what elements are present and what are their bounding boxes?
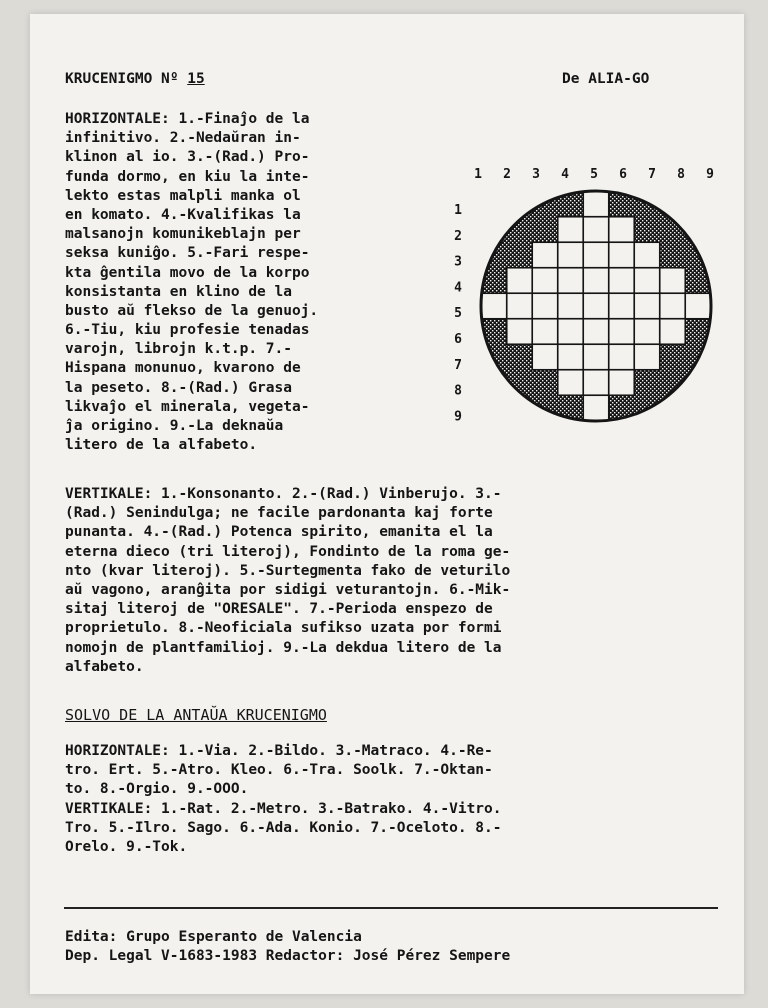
grid-cell	[583, 395, 609, 421]
grid-cell	[660, 319, 686, 345]
clue-line: 6.-Tiu, kiu profesie tenadas	[65, 322, 310, 339]
grid-cell	[532, 344, 558, 370]
row-number: 5	[454, 306, 462, 322]
clue-line: lekto estas malpli manka ol	[65, 187, 301, 204]
column-number: 3	[532, 167, 540, 182]
document-page	[30, 14, 744, 994]
clue-line: infinitivo. 2.-Nedaŭran in-	[65, 130, 301, 147]
clue-line: litero de la alfabeto.	[65, 437, 258, 454]
clue-line: VERTIKALE: 1.-Konsonanto. 2.-(Rad.) Vinberujo. 3.-	[65, 486, 502, 502]
clue-line: kta ĝentila movo de la korpo	[65, 264, 310, 281]
grid-cell	[634, 268, 660, 294]
column-number: 8	[677, 167, 685, 182]
grid-cell	[481, 293, 507, 319]
column-number: 2	[503, 167, 511, 182]
solution-line: to. 8.-Orgio. 9.-OOO.	[65, 781, 249, 798]
grid-cell	[507, 293, 533, 319]
grid-cell	[558, 344, 584, 370]
row-number: 9	[454, 409, 462, 424]
publisher-line: Edita: Grupo Esperanto de Valencia	[65, 929, 362, 945]
column-number: 7	[648, 167, 656, 182]
solution-line: HORIZONTALE: 1.-Via. 2.-Bildo. 3.-Matraco. 4.-Re-	[65, 743, 493, 759]
grid-cell	[583, 370, 609, 396]
grid-cell	[634, 319, 660, 345]
divider-rule	[64, 907, 718, 909]
legal-line: Dep. Legal V-1683-1983 Redactor: José Pérez Sempere	[65, 948, 511, 965]
clue-line: Hispana monunuo, kvarono de	[65, 360, 301, 377]
clue-line: malsanojn komunikeblajn per	[65, 226, 301, 243]
column-number: 5	[590, 167, 598, 182]
grid-cell	[558, 319, 584, 345]
grid-cell	[558, 293, 584, 319]
clue-line: aŭ vagono, aranĝita por sidigi veturantojn. 6.-Mik-	[65, 581, 511, 598]
solution-line: Tro. 5.-Ilro. Sago. 6.-Ada. Konio. 7.-Oceloto. 8.-	[65, 819, 502, 836]
grid-cell	[583, 217, 609, 243]
clue-line: la peseto. 8.-(Rad.) Grasa	[65, 379, 292, 396]
grid-cell	[634, 293, 660, 319]
clue-line: nomojn de plantfamilioj. 9.-La dekdua litero de la	[65, 639, 502, 656]
grid-cell	[558, 370, 584, 396]
grid-cell	[558, 242, 584, 268]
clue-line: busto aŭ flekso de la genuoj.	[65, 302, 319, 319]
clue-line: punanta. 4.-(Rad.) Potenca spirito, emanita el la	[65, 524, 493, 541]
solution-line: tro. Ert. 5.-Atro. Kleo. 6.-Tra. Soolk. 7.-Oktan-	[65, 762, 493, 779]
grid-cell	[583, 319, 609, 345]
grid-cell	[583, 293, 609, 319]
vertikale-clues	[65, 485, 510, 677]
grid-cell	[532, 319, 558, 345]
row-number: 2	[454, 228, 462, 244]
row-number: 1	[454, 203, 462, 218]
row-number: 6	[454, 332, 462, 347]
clue-line: eterna dieco (tri literoj), Fondinto de la roma ge-	[65, 543, 511, 560]
row-number: 4	[454, 280, 462, 296]
row-number: 7	[454, 357, 462, 373]
clue-line: nto (kvar literoj). 5.-Surtegmenta fako de veturilo	[65, 562, 511, 579]
crossword-grid	[422, 164, 722, 424]
column-number: 1	[474, 167, 482, 182]
grid-cell	[507, 319, 533, 345]
crossword-grid-svg	[422, 164, 722, 424]
solution-line: Orelo. 9.-Tok.	[65, 838, 188, 855]
solution-text	[65, 742, 502, 857]
grid-cell	[583, 268, 609, 294]
column-number: 4	[561, 167, 569, 182]
solution-heading: SOLVO DE LA ANTAŬA KRUCENIGMO	[65, 706, 327, 724]
grid-cell	[609, 293, 635, 319]
colophon	[65, 928, 510, 966]
grid-cell	[660, 293, 686, 319]
grid-cell	[532, 268, 558, 294]
puzzle-number: 15	[187, 71, 205, 87]
puzzle-title	[65, 70, 205, 89]
clue-line: HORIZONTALE: 1.-Finaĵo de la	[65, 111, 310, 127]
grid-cell	[609, 370, 635, 396]
grid-cell	[532, 242, 558, 268]
column-number: 9	[706, 167, 714, 182]
clue-line: likvaĵo el minerala, vegeta-	[65, 398, 310, 415]
grid-cell	[583, 191, 609, 217]
grid-cell	[609, 242, 635, 268]
clue-line: en komato. 4.-Kvalifikas la	[65, 206, 301, 223]
clue-line: ĵa origino. 9.-La deknaŭa	[65, 418, 284, 434]
grid-cell	[609, 217, 635, 243]
row-number: 8	[454, 383, 462, 399]
grid-cell	[685, 293, 711, 319]
clue-line: klinon al io. 3.-(Rad.) Pro-	[65, 149, 310, 166]
grid-cell	[583, 344, 609, 370]
column-number: 6	[619, 167, 627, 182]
horizontale-clues	[65, 110, 318, 455]
grid-cell	[507, 268, 533, 294]
clue-line: funda dormo, en kiu la inte-	[65, 168, 310, 185]
grid-cell	[558, 217, 584, 243]
author-line: De ALIA-GO	[562, 71, 650, 87]
clue-line: proprietulo. 8.-Neoficiala sufikso uzata por formi	[65, 620, 502, 637]
grid-cell	[532, 293, 558, 319]
clue-line: sitaj literoj de "ORESALE". 7.-Perioda enspezo de	[65, 601, 493, 618]
grid-cell	[609, 319, 635, 345]
grid-cell	[634, 344, 660, 370]
clue-line: varojn, librojn k.t.p. 7.-	[65, 341, 292, 358]
clue-line: alfabeto.	[65, 658, 144, 675]
solution-line: VERTIKALE: 1.-Rat. 2.-Metro. 3.-Batrako. 4.-Vitro.	[65, 800, 502, 817]
grid-cell	[583, 242, 609, 268]
grid-cell	[558, 268, 584, 294]
grid-cell	[634, 242, 660, 268]
row-number: 3	[454, 254, 462, 270]
clue-line: konsistanta en klino de la	[65, 283, 292, 300]
clue-line: (Rad.) Senindulga; ne facile pardonanta kaj forte	[65, 505, 493, 522]
grid-cell	[609, 268, 635, 294]
grid-cell	[609, 344, 635, 370]
title-prefix: KRUCENIGMO Nº	[65, 71, 188, 87]
clue-line: seksa kuniĝo. 5.-Fari respe-	[65, 245, 310, 262]
grid-cell	[660, 268, 686, 294]
